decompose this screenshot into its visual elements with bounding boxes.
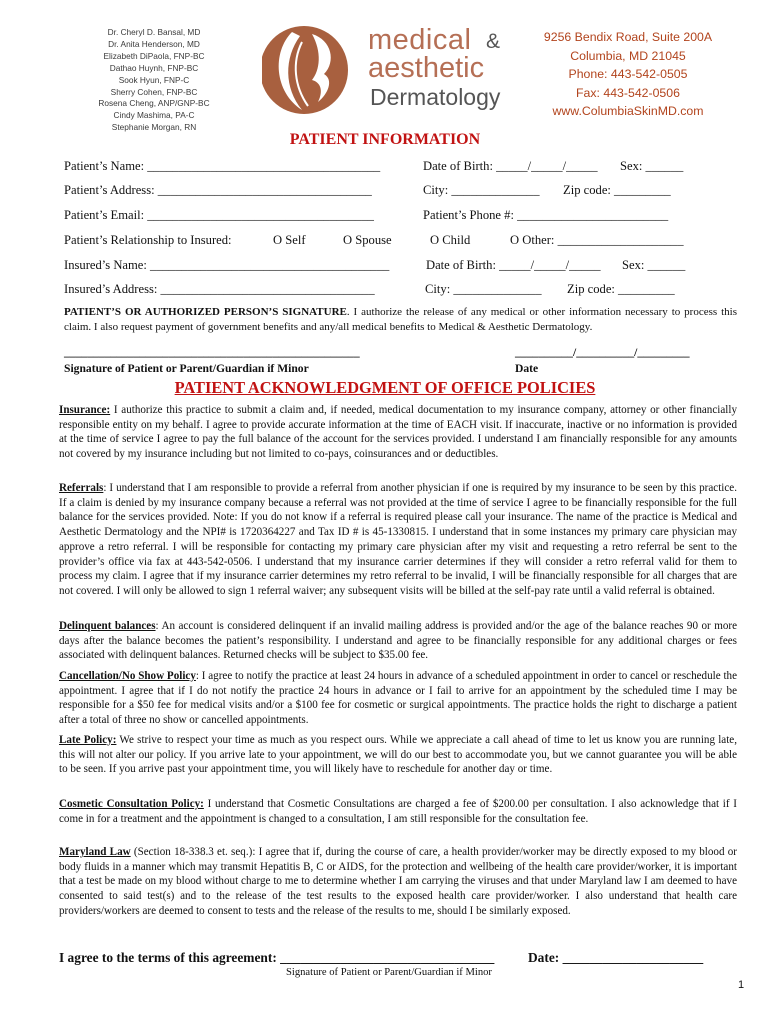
staff-name: Elizabeth DiPaola, FNP-BC <box>103 50 205 61</box>
policies-title: PATIENT ACKNOWLEDGMENT OF OFFICE POLICIES <box>174 378 596 397</box>
logo-line-aesthetic: aesthetic <box>368 52 485 84</box>
policy-heading: Maryland Law <box>59 846 131 858</box>
insured-sex-field[interactable]: Sex: ______ <box>622 258 686 272</box>
staff-name: Sook Hyun, FNP-C <box>118 74 190 85</box>
staff-name: Dr. Anita Henderson, MD <box>108 38 200 49</box>
policy-referrals <box>59 481 737 599</box>
agreement-signature-line[interactable]: I agree to the terms of this agreement: ________________________________ <box>59 950 495 965</box>
authorization-paragraph <box>64 305 737 334</box>
policy-text: (Section 18-338.3 et. seq.): I agree that if, during the course of care, a health provider/worker may be directly exposed to my blood or body fluids in a manner which may transmit Hepatitis B, C or AIDS, for the protection and wellbeing of the health care provider/worker, it is important that a test be made on my blood without charge to me to determine whether I am carrying the viruses and that under Maryland law I am deemed to have consented to said test(s) and to the release of the test results to the exposed health care provider/worker. I also understand that health care providers/workers are deemed to consent to tests and the release of the results to me, should I be similarly exposed. <box>59 846 737 917</box>
insured-zip-field[interactable]: Zip code: _________ <box>567 282 675 296</box>
staff-name: Stephanie Morgan, RN <box>111 122 197 133</box>
relationship-option-child[interactable]: O Child <box>430 233 471 247</box>
patient-email-field[interactable]: Patient’s Email: ____________________________________ <box>64 208 374 222</box>
relationship-option-other[interactable]: O Other: ____________________ <box>510 233 684 247</box>
policy-maryland-law <box>59 845 737 919</box>
policy-cosmetic-consultation <box>59 797 737 826</box>
page-number: 1 <box>738 979 745 991</box>
insured-name-field[interactable]: Insured’s Name: ______________________________________ <box>64 258 390 272</box>
policy-text: I authorize this practice to submit a claim and, if needed, medical documentation to my insurance company, attorney or other financially responsible entity on my behalf. I agree to provide accurate information at the time of EACH visit. If inaccurate, inactive or no information is provided at the time of service I agree to pay the full balance of the account for the services provided. I understand I am financially responsible for any amounts not covered by my insurance including but not limited to co-pays, coinsurances and or deductibles. <box>59 404 737 461</box>
policy-text: We strive to respect your time as much as you respect ours. While we appreciate a call ahead of time to let us know you are running late, this will not alter our policy. If you arrive late to your appointment, we will do our best to accommodate you, but we cannot guarantee you will be able to be seen. If you arrive past your appointment time, you will likely have to reschedule for another day or time. <box>59 734 737 776</box>
patient-sex-field[interactable]: Sex: ______ <box>620 159 684 173</box>
authorization-text: . I authorize the release of any medical or other information necessary to process this claim. I also request payment of government benefits and any/all medical benefits to Medical & Aesthetic Dermatology. <box>64 306 738 333</box>
policy-text: : An account is considered delinquent if an invalid mailing address is provided and/or the age of the balance reaches 90 or more days after the balance becomes the patient’s responsibility. I understand and agree to be financially responsible for any additional charges or fees associated with delinquent balances. Returned checks will be subject to $35.00 fee. <box>59 620 737 662</box>
relationship-option-spouse[interactable]: O Spouse <box>343 233 392 247</box>
policy-cancellation <box>59 669 737 728</box>
policy-heading: Cosmetic Consultation Policy: <box>59 798 204 810</box>
logo-line-dermatology: Dermatology <box>370 84 501 110</box>
authorization-heading: PATIENT’S OR AUTHORIZED PERSON’S SIGNATURE <box>64 306 347 318</box>
patient-address-field[interactable]: Patient’s Address: __________________________________ <box>64 183 372 197</box>
contact-block <box>532 28 724 121</box>
contact-fax: Fax: 443-542-0506 <box>576 85 680 100</box>
staff-name: Rosena Cheng, ANP/GNP-BC <box>98 98 210 109</box>
policy-heading: Late Policy: <box>59 734 117 746</box>
policy-heading: Referrals <box>59 482 104 494</box>
patient-zip-field[interactable]: Zip code: _________ <box>563 183 671 197</box>
patient-phone-field[interactable]: Patient’s Phone #: ________________________ <box>423 208 669 222</box>
policy-text: : I agree to notify the practice at least 24 hours in advance of a scheduled appointment in order to cancel or reschedule the appointment. I agree that if I do not notify the practice 24 hours in advance or I fail to arrive for an appointment by the scheduled time I may be responsible for a $50 fee for medical visits and/or a $100 fee for cosmetic or surgical appointments. The practice holds the right to discharge a patient after a total of three no show or cancelled appointments. <box>59 670 737 727</box>
patient-name-field[interactable]: Patient’s Name: _____________________________________ <box>64 159 381 173</box>
staff-name: Sherry Cohen, FNP-BC <box>110 86 198 97</box>
policy-heading: Insurance: <box>59 404 111 416</box>
policy-text: I understand that Cosmetic Consultations are charged a fee of $200.00 per consultation. I also acknowledge that if I come in for a treatment and the appointment is changed to a consultation, I am still responsible for the consultation fee. <box>59 798 737 825</box>
contact-address: 9256 Bendix Road, Suite 200A <box>543 30 713 44</box>
staff-name: Dathao Huynh, FNP-BC <box>109 62 199 73</box>
patient-signature-label: Signature of Patient or Parent/Guardian if Minor <box>64 362 309 375</box>
contact-city: Columbia, MD 21045 <box>570 48 686 63</box>
patient-dob-field[interactable]: Date of Birth: _____/_____/_____ <box>423 159 598 173</box>
insured-city-field[interactable]: City: ______________ <box>425 282 542 296</box>
policy-late <box>59 733 737 777</box>
logo-line-medical: medical <box>368 24 472 56</box>
signature-date-line[interactable]: __________/__________/_________ <box>515 346 690 359</box>
relationship-option-self[interactable]: O Self <box>273 233 306 247</box>
insured-dob-field[interactable]: Date of Birth: _____/_____/_____ <box>426 258 601 272</box>
staff-name: Dr. Cheryl D. Bansal, MD <box>107 27 201 37</box>
relationship-label: Patient’s Relationship to Insured: <box>64 233 232 247</box>
staff-list <box>74 27 234 134</box>
logo-ampersand: & <box>486 30 501 53</box>
policy-insurance <box>59 403 737 462</box>
patient-city-field[interactable]: City: ______________ <box>423 183 540 197</box>
policy-heading: Cancellation/No Show Policy <box>59 670 196 682</box>
insured-address-field[interactable]: Insured’s Address: __________________________________ <box>64 282 375 296</box>
agreement-date-line[interactable]: Date: _____________________ <box>528 950 704 965</box>
patient-signature-line[interactable]: ___________________________________________________ <box>64 346 360 359</box>
contact-phone: Phone: 443-542-0505 <box>568 67 688 82</box>
contact-website: www.ColumbiaSkinMD.com <box>552 104 704 119</box>
patient-info-title: PATIENT INFORMATION <box>289 131 481 148</box>
policy-heading: Delinquent balances <box>59 620 156 632</box>
policy-text: : I understand that I am responsible to provide a referral from another physician if one is required by my insurance to be seen by this practice. If a claim is denied by my insurance company because a referral was not provided at the time of service I agree to be financially responsible for the full balance for the services provided. Note: If you do not know if a referral is required please call your insurance. The name of the practice is Medical and Aesthetic Dermatology and the NPI# is 1720364227 and Tax ID # is 45-1330815. I understand that in some instances my primary care physician may approve a retro referral. I will be responsible for contacting my primary care physician after my visit and requesting a retro referral be sent to the provider’s office via fax at 443-542-0506. I understand that my insurance carrier determines if they will consider a retro referral valid for them to process my claim. I agree that if my insurance carrier determines my retro referral to be invalid, I will be financially responsible for all charges that are not covered. I will only be allowed to sign 1 referral waiver; any subsequent visits will be billed at the self-pay rate until a valid referral is obtained. <box>59 482 737 597</box>
signature-date-label: Date <box>515 362 539 375</box>
staff-name: Cindy Mashima, PA-C <box>113 110 195 121</box>
policy-delinquent-balances <box>59 619 737 663</box>
agreement-signature-caption: Signature of Patient or Parent/Guardian if Minor <box>286 967 492 978</box>
